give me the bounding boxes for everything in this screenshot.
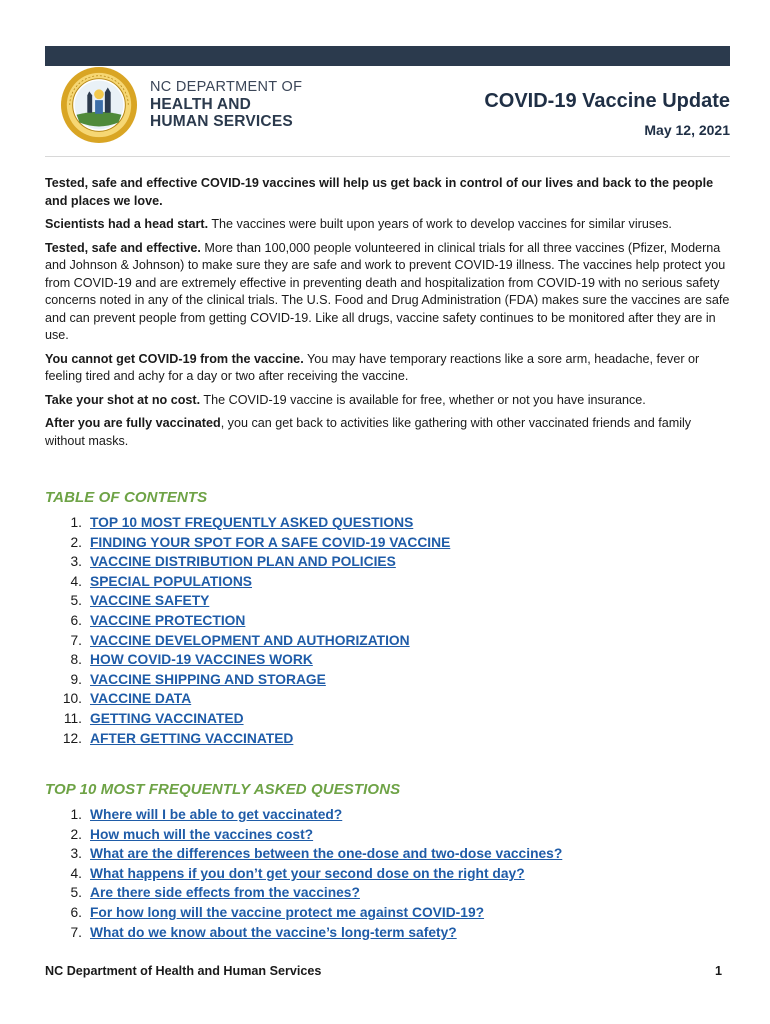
faq-heading: TOP 10 MOST FREQUENTLY ASKED QUESTIONS — [45, 781, 401, 798]
toc-item — [45, 611, 730, 631]
toc-link-safety[interactable]: VACCINE SAFETY — [90, 593, 210, 609]
paragraph-text: The COVID-19 vaccine is available for free, whether or not you have insurance. — [200, 392, 646, 407]
paragraph-text: You may have temporary reactions like a sore arm, headache, fever or feeling tired and achy for a day or two after receiving the vaccine. — [45, 351, 700, 383]
toc-link-distribution[interactable]: VACCINE DISTRIBUTION PLAN AND POLICIES — [90, 554, 396, 570]
toc-item — [45, 631, 730, 651]
paragraph-text: , you can get back to activities like gathering with other vaccinated friends and family without masks. — [45, 416, 692, 448]
page-header — [45, 66, 730, 157]
toc-link-special-populations[interactable]: SPECIAL POPULATIONS — [90, 573, 253, 589]
faq-item-number: 3. — [70, 846, 82, 862]
faq-item-number: 6. — [70, 904, 82, 920]
toc-list — [45, 513, 730, 748]
toc-item-number: 3. — [70, 554, 82, 570]
page-footer — [45, 964, 730, 978]
toc-item — [45, 513, 730, 533]
faq-list — [45, 805, 730, 942]
faq-item — [45, 923, 730, 943]
org-name — [150, 80, 302, 130]
document-date: May 12, 2021 — [644, 122, 730, 138]
toc-item-number: 9. — [70, 671, 82, 687]
faq-link[interactable]: Where will I be able to get vaccinated? — [90, 807, 343, 822]
org-name-line2: HEALTH AND — [150, 95, 252, 113]
toc-item — [45, 533, 730, 553]
faq-item — [45, 903, 730, 923]
toc-item-number: 2. — [70, 534, 82, 550]
paragraph-text: The vaccines were built upon years of work to develop vaccines for similar viruses. — [208, 217, 672, 231]
toc-item-number: 5. — [70, 593, 82, 609]
org-name-line1: NC DEPARTMENT OF — [150, 79, 303, 95]
footer-org: NC Department of Health and Human Services — [45, 964, 322, 978]
toc-item — [45, 689, 730, 709]
faq-item-number: 5. — [70, 885, 82, 901]
toc-item — [45, 670, 730, 690]
toc-link-protection[interactable]: VACCINE PROTECTION — [90, 612, 246, 628]
toc-link-finding-spot[interactable]: FINDING YOUR SPOT FOR A SAFE COVID-19 VACCINE — [90, 534, 451, 550]
nc-state-seal-icon — [60, 66, 138, 144]
document-title: COVID-19 Vaccine Update — [484, 90, 730, 112]
paragraph-lead: Take your shot at no cost. — [45, 392, 201, 407]
faq-item — [45, 825, 730, 845]
toc-item — [45, 709, 730, 729]
faq-section — [45, 781, 730, 942]
intro-paragraph — [45, 240, 730, 345]
faq-item — [45, 844, 730, 864]
page-number: 1 — [714, 964, 722, 978]
intro-paragraph — [45, 351, 730, 386]
toc-item-number: 8. — [70, 652, 82, 668]
toc-link-faq[interactable]: TOP 10 MOST FREQUENTLY ASKED QUESTIONS — [90, 515, 414, 530]
faq-link[interactable]: What do we know about the vaccine’s long-term safety? — [90, 924, 457, 940]
faq-item — [45, 883, 730, 903]
faq-item-number: 2. — [70, 826, 82, 842]
toc-link-how-vaccines-work[interactable]: HOW COVID-19 VACCINES WORK — [90, 652, 313, 668]
table-of-contents — [45, 489, 730, 748]
toc-link-after-vaccinated[interactable]: AFTER GETTING VACCINATED — [90, 730, 294, 746]
faq-item-number: 7. — [70, 924, 82, 940]
paragraph-lead: Scientists had a head start. — [45, 217, 209, 231]
toc-item — [45, 572, 730, 592]
intro-section — [45, 175, 730, 456]
faq-link[interactable]: What are the differences between the one-dose and two-dose vaccines? — [90, 846, 563, 862]
toc-item-number: 4. — [70, 573, 82, 589]
toc-item-number: 11. — [63, 710, 82, 726]
toc-heading: TABLE OF CONTENTS — [45, 489, 208, 506]
toc-item — [45, 552, 730, 572]
faq-link[interactable]: Are there side effects from the vaccines? — [90, 885, 360, 901]
paragraph-lead: After you are fully vaccinated — [45, 416, 221, 430]
intro-paragraph — [45, 216, 730, 234]
faq-item-number: 1. — [70, 807, 82, 822]
toc-item — [45, 591, 730, 611]
paragraph-lead: You cannot get COVID-19 from the vaccine. — [45, 351, 304, 366]
toc-item-number: 6. — [70, 612, 82, 628]
faq-link[interactable]: For how long will the vaccine protect me against COVID-19? — [90, 904, 485, 920]
paragraph-text: More than 100,000 people volunteered in clinical trials for all three vaccines (Pfizer, Moderna and Johnson & Johnson) to make sure they are safe and work to prevent COVID-19 illness. The vaccines help protect you from COVID-19 and are extremely effective in preventing death and hospitalization from COVID-19 with no serious safety concerns noted in any of the clinical trials. The U.S. Food and Drug Administration (FDA) makes sure the vaccines are safe and can prevent people from getting COVID-19. Like all drugs, vaccine safety continues to be monitored after they are in use. — [45, 240, 730, 342]
org-name-line3: HUMAN SERVICES — [150, 113, 293, 130]
header-bar — [45, 46, 730, 66]
toc-link-data[interactable]: VACCINE DATA — [90, 691, 192, 707]
toc-item — [45, 650, 730, 670]
toc-item-number: 7. — [70, 632, 82, 648]
faq-link[interactable]: How much will the vaccines cost? — [90, 826, 314, 842]
faq-item — [45, 805, 730, 825]
toc-item-number: 10. — [62, 691, 82, 707]
toc-item — [45, 729, 730, 749]
faq-link[interactable]: What happens if you don’t get your second dose on the right day? — [90, 865, 525, 881]
paragraph-lead: Tested, safe and effective. — [45, 240, 201, 255]
toc-item-number: 12. — [62, 730, 82, 746]
toc-link-shipping[interactable]: VACCINE SHIPPING AND STORAGE — [90, 671, 326, 687]
faq-item — [45, 864, 730, 884]
intro-lead: Tested, safe and effective COVID-19 vaccines will help us get back in control of our lives and back to the people and places we love. — [45, 176, 714, 208]
intro-paragraph — [45, 415, 730, 450]
intro-paragraph — [45, 392, 730, 410]
toc-link-getting-vaccinated[interactable]: GETTING VACCINATED — [90, 710, 244, 726]
toc-link-development[interactable]: VACCINE DEVELOPMENT AND AUTHORIZATION — [90, 632, 410, 648]
faq-item-number: 4. — [70, 865, 82, 881]
toc-item-number: 1. — [70, 515, 82, 530]
